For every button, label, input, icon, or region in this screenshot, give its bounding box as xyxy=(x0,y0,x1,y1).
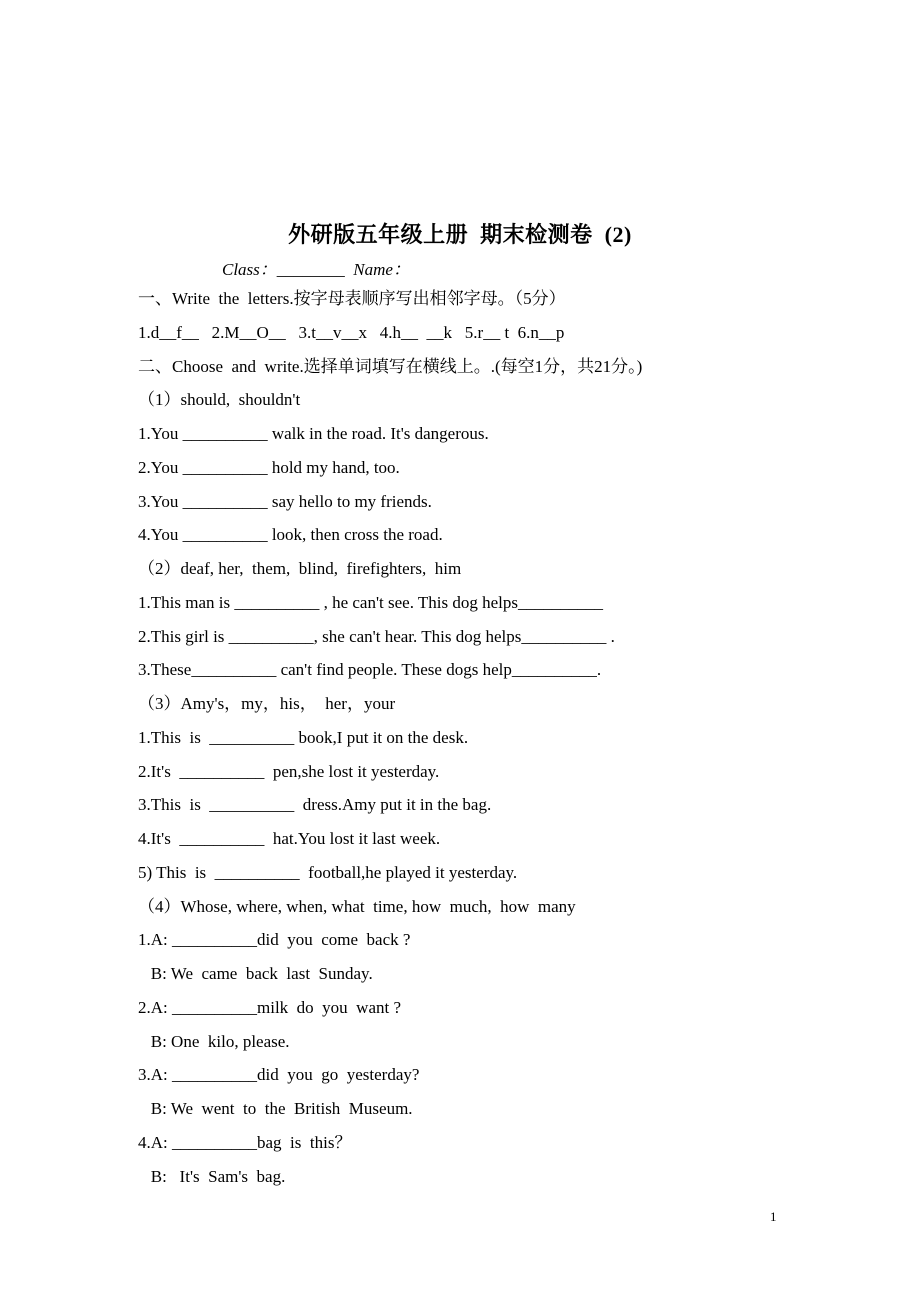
section2-heading: 二、Choose and write.选择单词填写在横线上。.(每空1分，共21分。) xyxy=(138,357,643,376)
part1-header: （1）should, shouldn't xyxy=(138,390,301,409)
part3-item: 2.It's __________ pen,she lost it yesterday. xyxy=(138,762,440,781)
part3-item: 4.It's __________ hat.You lost it last week. xyxy=(138,829,441,848)
section1-heading: 一、Write the letters.按字母表顺序写出相邻字母。（5分） xyxy=(138,289,566,308)
part4-answer: B: It's Sam's bag. xyxy=(138,1167,286,1186)
part3-header: （3）Amy's，my，his， her，your xyxy=(138,694,396,713)
part4-answer: B: We came back last Sunday. xyxy=(138,964,373,983)
part1-item: 4.You __________ look, then cross the road. xyxy=(138,525,443,544)
part1-item: 2.You __________ hold my hand, too. xyxy=(138,458,400,477)
part4-answer: B: One kilo, please. xyxy=(138,1032,290,1051)
section1-letters: 1.d__f__ 2.M__O__ 3.t__v__x 4.h__ __k 5.r__ t 6.n__p xyxy=(138,323,565,342)
part4-question: 2.A: __________milk do you want ? xyxy=(138,998,402,1017)
part2-header: （2）deaf, her, them, blind, firefighters, him xyxy=(138,559,462,578)
part2-item: 2.This girl is __________, she can't hear. This dog helps__________ . xyxy=(138,627,615,646)
part4-answer: B: We went to the British Museum. xyxy=(138,1099,413,1118)
part4-question: 1.A: __________did you come back ? xyxy=(138,930,411,949)
part4-header: （4）Whose, where, when, what time, how much, how many xyxy=(138,897,576,916)
exam-title: 外研版五年级上册 期末检测卷 (2) xyxy=(288,222,632,247)
part1-item: 1.You __________ walk in the road. It's dangerous. xyxy=(138,424,489,443)
part3-item: 3.This is __________ dress.Amy put it in the bag. xyxy=(138,795,492,814)
page-number: 1 xyxy=(770,1209,777,1224)
part2-item: 1.This man is __________ , he can't see. This dog helps__________ xyxy=(138,593,604,612)
part1-item: 3.You __________ say hello to my friends. xyxy=(138,492,432,511)
part4-question: 4.A: __________bag is this？ xyxy=(138,1133,352,1152)
part3-item: 1.This is __________ book,I put it on the desk. xyxy=(138,728,469,747)
part2-item: 3.These__________ can't find people. These dogs help__________. xyxy=(138,660,602,679)
part3-item: 5) This is __________ football,he played it yesterday. xyxy=(138,863,518,882)
part4-question: 3.A: __________did you go yesterday? xyxy=(138,1065,420,1084)
class-name-line: Class：________ Name： xyxy=(222,260,410,279)
